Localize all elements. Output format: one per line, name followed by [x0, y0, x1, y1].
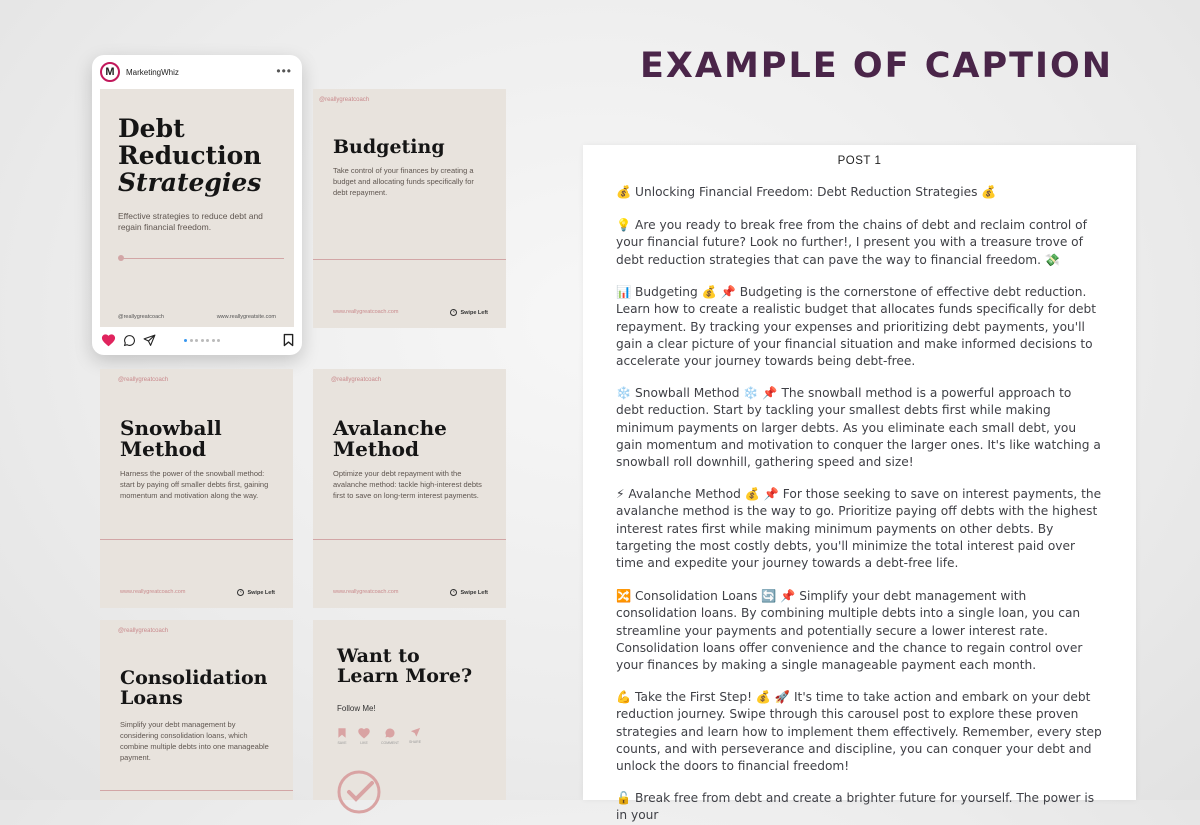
card-title: [337, 647, 472, 687]
caption-text: ❄️ Snowball Method ❄️ 📌 The snowball method is a powerful approach to debt reduction. Start by tackling your smallest debts first while making minimum payments on larger debts. As you eliminate each small debt, you gain momentum and motivation to conquer the larger ones. It's like watching a snowball roll downhill, gathering speed and size!: [616, 386, 1101, 470]
card-description: Harness the power of the snowball method: start by paying off smaller debts first, gaining momentum and motivation along the way.: [120, 469, 269, 500]
card-handle: @reallygreatcoach: [331, 377, 382, 383]
card-title: Budgeting: [333, 136, 445, 158]
card-snowball-method: [100, 369, 293, 608]
card-website: www.reallygreatcoach.com: [120, 589, 186, 595]
share-icon: [410, 727, 421, 738]
swipe-text: Swipe Left: [460, 309, 488, 316]
comment-icon[interactable]: [123, 334, 136, 347]
card-title-line1: Avalanche: [333, 416, 447, 440]
cover-divider-dot: [118, 255, 124, 261]
card-title-line1: Want to: [337, 645, 420, 667]
card-budgeting: [313, 89, 506, 328]
arrow-left-icon: ‹: [237, 589, 244, 596]
more-options-icon[interactable]: •••: [276, 64, 292, 78]
share-icon[interactable]: [143, 334, 156, 347]
swipe-left-label: [450, 589, 488, 596]
cover-title-line2: Reduction: [118, 141, 262, 170]
card-description: Take control of your finances by creating a budget and allocating funds specifically for debt repayment.: [333, 166, 474, 197]
icon-label: LIKE: [360, 741, 368, 745]
instagram-phone-mockup: [92, 55, 302, 355]
icon-label: SAVE: [337, 741, 347, 745]
avatar[interactable]: M: [100, 62, 120, 82]
post-action-bar: [92, 329, 302, 355]
caption-text: 🔓 Break free from debt and create a brighter future for yourself. The power is in your: [616, 791, 1095, 823]
bookmark-icon[interactable]: [283, 333, 294, 347]
cover-post-image: [100, 89, 294, 327]
caption-text: 📊 Budgeting 💰 📌 Budgeting is the cornerstone of effective debt reduction. Learn how to create a realistic budget that allocates funds specifically for debt repayment. By tracking your expenses and prioritizing debt payments, you'll gain a clear picture of your financial situation and make informed decisions to accelerate your journey towards being debt-free.: [616, 285, 1097, 369]
page-heading: EXAMPLE OF CAPTION: [640, 46, 1114, 86]
like-item: [355, 727, 373, 745]
cover-description: Effective strategies to reduce debt and regain financial freedom.: [118, 211, 263, 232]
engagement-icons: [335, 727, 423, 745]
card-divider: [313, 259, 506, 260]
swipe-text: Swipe Left: [460, 589, 488, 596]
card-title: [120, 418, 222, 460]
card-divider: [313, 539, 506, 540]
caption-text: 💪 Take the First Step! 💰 🚀 It's time to take action and embark on your debt reduction journey. Swipe through this carousel post to explore these proven strategies and learn how to implement them effectively. Remember, every step counts, and with perseverance and discipline, you can conquer your debt and unlock the doors to financial freedom!: [616, 690, 1102, 774]
caption-document: [583, 145, 1136, 823]
post-label: POST 1: [837, 155, 882, 167]
card-title-line2: Method: [120, 437, 206, 461]
heart-icon: [357, 727, 371, 739]
carousel-indicator: [184, 339, 220, 342]
card-handle: @reallygreatcoach: [319, 97, 370, 103]
card-divider: [100, 539, 293, 540]
cover-website: www.reallygreatsite.com: [216, 314, 276, 320]
caption-paragraph-intro: [616, 217, 1102, 269]
card-title-line1: Consolidation: [120, 667, 268, 689]
caption-paragraph-budgeting: [616, 284, 1102, 370]
arrow-left-icon: ‹: [450, 309, 457, 316]
icon-label: COMMENT: [380, 741, 400, 745]
cover-handle: @reallygreatcoach: [118, 314, 164, 320]
card-title-line2: Method: [333, 437, 419, 461]
card-avalanche-method: [313, 369, 506, 608]
card-website: www.reallygreatcoach.com: [333, 589, 399, 595]
card-handle: @reallygreatcoach: [118, 628, 169, 634]
caption-text: 💡 Are you ready to break free from the chains of debt and reclaim control of your financial future? Look no further!, I present you with a treasure trove of debt reduction strategies that can pave the way to financial freedom. 💸: [616, 218, 1087, 267]
caption-text: 🔀 Consolidation Loans 🔄 📌 Simplify your debt management with consolidation loans. By combining multiple debts into a single loan, you can streamline your payments and potentially secure a lower interest rate. Consolidation loans offer convenience and the chance to regain control over your finances by making a single manageable payment each month.: [616, 589, 1083, 673]
checkmark-circle-icon: [337, 770, 381, 814]
caption-paragraph-closing: [616, 790, 1102, 825]
card-title-line2: Learn More?: [337, 664, 473, 687]
caption-paragraph-consolidation: [616, 588, 1102, 674]
card-website: www.reallygreatcoach.com: [333, 309, 399, 315]
post-header: [92, 55, 302, 89]
share-item: [407, 727, 423, 745]
caption-paragraph-snowball: [616, 385, 1102, 471]
caption-paragraph-first-step: [616, 689, 1102, 775]
card-divider: [100, 790, 293, 791]
caption-text: ⚡ Avalanche Method 💰 📌 For those seeking to save on interest payments, the avalanche method is the way to go. Prioritize paying off debts with the highest interest rates first while making minimum payments on other debts. By targeting the most costly debts, you'll minimize the total interest paid over time and expedite your journey towards a debt-free life.: [616, 487, 1102, 571]
card-title-line1: Snowball: [120, 416, 222, 440]
comment-item: [379, 727, 401, 745]
card-title: [333, 418, 447, 460]
cover-title: [118, 115, 261, 196]
card-description: Optimize your debt repayment with the avalanche method: tackle high-interest debts first to save on long-term interest payments.: [333, 469, 482, 500]
card-title-line2: Loans: [120, 686, 183, 709]
caption-text: 💰 Unlocking Financial Freedom: Debt Reduction Strategies 💰: [616, 185, 997, 199]
heart-icon[interactable]: [101, 333, 116, 347]
card-title: [120, 669, 268, 709]
swipe-text: Swipe Left: [247, 589, 275, 596]
cover-title-line1: Debt: [118, 114, 185, 143]
arrow-left-icon: ‹: [450, 589, 457, 596]
card-consolidation-loans: [100, 620, 293, 800]
card-description: Simplify your debt management by considering consolidation loans, which combine multiple debts into one manageable payment.: [120, 720, 269, 762]
caption-paragraph-title: [616, 184, 1102, 201]
bookmark-icon: [337, 727, 347, 739]
cover-title-line3: Strategies: [118, 168, 262, 197]
card-want-to-learn-more: [313, 620, 506, 800]
username[interactable]: MarketingWhiz: [126, 67, 179, 77]
cover-divider: [120, 258, 284, 259]
swipe-left-label: [450, 309, 488, 316]
caption-paragraph-avalanche: [616, 486, 1102, 572]
save-item: [335, 727, 349, 745]
card-handle: @reallygreatcoach: [118, 377, 169, 383]
follow-me-label: Follow Me!: [337, 704, 376, 713]
icon-label: SHARE: [408, 740, 422, 744]
comment-icon: [384, 727, 396, 739]
swipe-left-label: [237, 589, 275, 596]
